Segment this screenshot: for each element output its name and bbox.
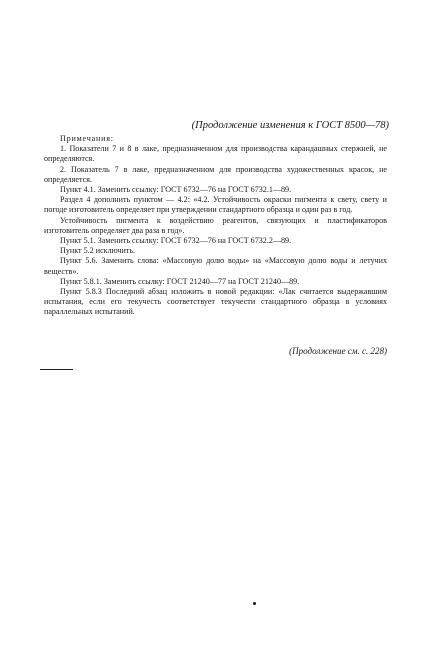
paragraph: Пункт 5.2 исключить. — [60, 246, 136, 256]
paragraph: Пункт 5.8.3 Последний абзац изложить в новой редакции: «Лак считается выдержавшим испытания, если его текучесть соответствует текучести стандартного образца в условиях параллельных испытаний. — [44, 287, 387, 317]
paragraph: Устойчивость пигмента к воздействию реагентов, связующих и пластификаторов изготовитель определяет два раза в год». — [44, 215, 387, 235]
paragraph: 1. Показатели 7 и 8 в лаке, предназначенном для производства карандашных стержней, не определяются. — [44, 144, 387, 164]
paragraph: Пункт 4.1. Заменить ссылку: ГОСТ 6732—76 на ГОСТ 6732.1—89. — [60, 185, 292, 195]
notes-heading: Примечания: — [60, 134, 114, 143]
page-header: (Продолжение изменения к ГОСТ 8500—78) — [191, 120, 389, 131]
paragraph: Пункт 5.6. Заменить слова: «Массовую долю воды» на «Массовую долю воды и летучих веществ». — [44, 256, 387, 276]
separator-rule — [40, 369, 73, 370]
paragraph: Раздел 4 дополнить пунктом — 4.2: «4.2. Устойчивость окраски пигмента к свету, свету и погоде изготовитель определяет при утверждении стандартного образца и один раз в год. — [44, 195, 387, 215]
paragraph: Пункт 5.1. Заменить ссылку: ГОСТ 6732—76 на ГОСТ 6732.2—89. — [60, 236, 292, 246]
paragraph: 2. Показатель 7 в лаке, предназначенном для производства художественных красок, не определяется. — [44, 164, 387, 184]
continuation-note: (Продолжение см. с. 228) — [289, 346, 387, 356]
page-mark — [253, 602, 256, 605]
paragraph: Пункт 5.8.1. Заменить ссылку: ГОСТ 21240—77 на ГОСТ 21240—89. — [60, 276, 300, 286]
amendment-text — [44, 134, 387, 318]
